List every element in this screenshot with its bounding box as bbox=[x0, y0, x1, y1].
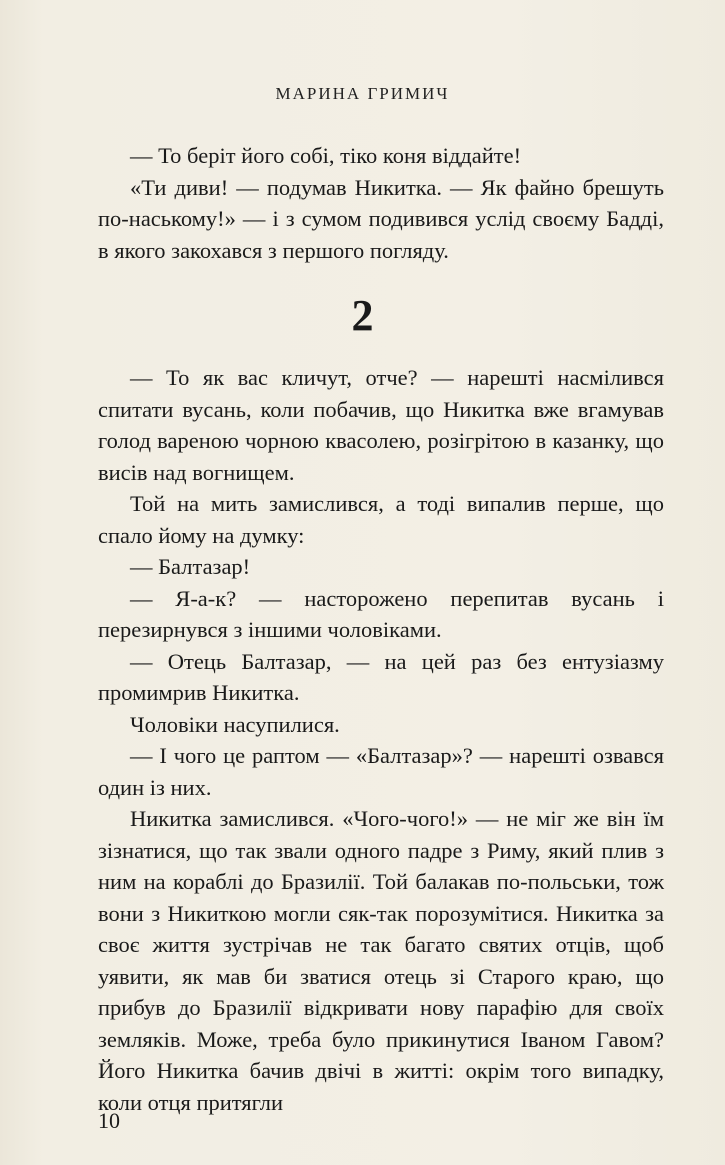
paragraph: Чоловіки насупилися. bbox=[130, 711, 340, 737]
page-number: 10 bbox=[98, 1108, 120, 1133]
paragraph: — І чого це раптом — «Балтазар»? — нарешті озвався один із них. bbox=[98, 743, 664, 800]
section-1-text bbox=[98, 140, 664, 266]
chapter-number: 2 bbox=[351, 291, 374, 340]
running-head: МАРИНА ГРИМИЧ bbox=[275, 84, 450, 103]
paragraph: «Ти диви! — подумав Никитка. — Як файно брешуть по-наському!» — і з сумом подивився услід своєму Бадді, в якого закохався з першого погляду. bbox=[98, 174, 664, 263]
section-2-text bbox=[98, 362, 664, 1118]
paragraph: Никитка замислився. «Чого-чого!» — не міг же він їм зізнатися, що так звали одного падре з Риму, який плив з ним на кораблі до Бразилії. Той балакав по-польськи, тож вони з Никиткою могли сяк-так порозумітися. Никитка за своє життя зустрічав не так багато святих отців, щоб уявити, як мав би зватися отець зі Старого краю, що прибув до Бразилії відкривати нову парафію для своїх земляків. Може, треба було прикинутися Іваном Гавом? Його Никитка бачив двічі в житті: окрім того випадку, коли отця притягли bbox=[98, 806, 664, 1115]
paragraph: — То беріт його собі, тіко коня віддайте! bbox=[130, 143, 522, 168]
paragraph: — Балтазар! bbox=[130, 554, 251, 579]
paragraph: Той на мить замислився, а тоді випалив перше, що спало йому на думку: bbox=[98, 491, 664, 548]
paragraph: — То як вас кличут, отче? — нарешті насмілився спитати вусань, коли побачив, що Никитка вже вгамував голод вареною чорною квасолею, розігрітою в казанку, що висів над вогнищем. bbox=[98, 365, 664, 485]
paragraph: — Я-а-к? — насторожено перепитав вусань і перезирнувся з іншими чоловіками. bbox=[98, 585, 664, 642]
paragraph: — Отець Балтазар, — на цей раз без ентузіазму промимрив Никитка. bbox=[98, 648, 664, 705]
